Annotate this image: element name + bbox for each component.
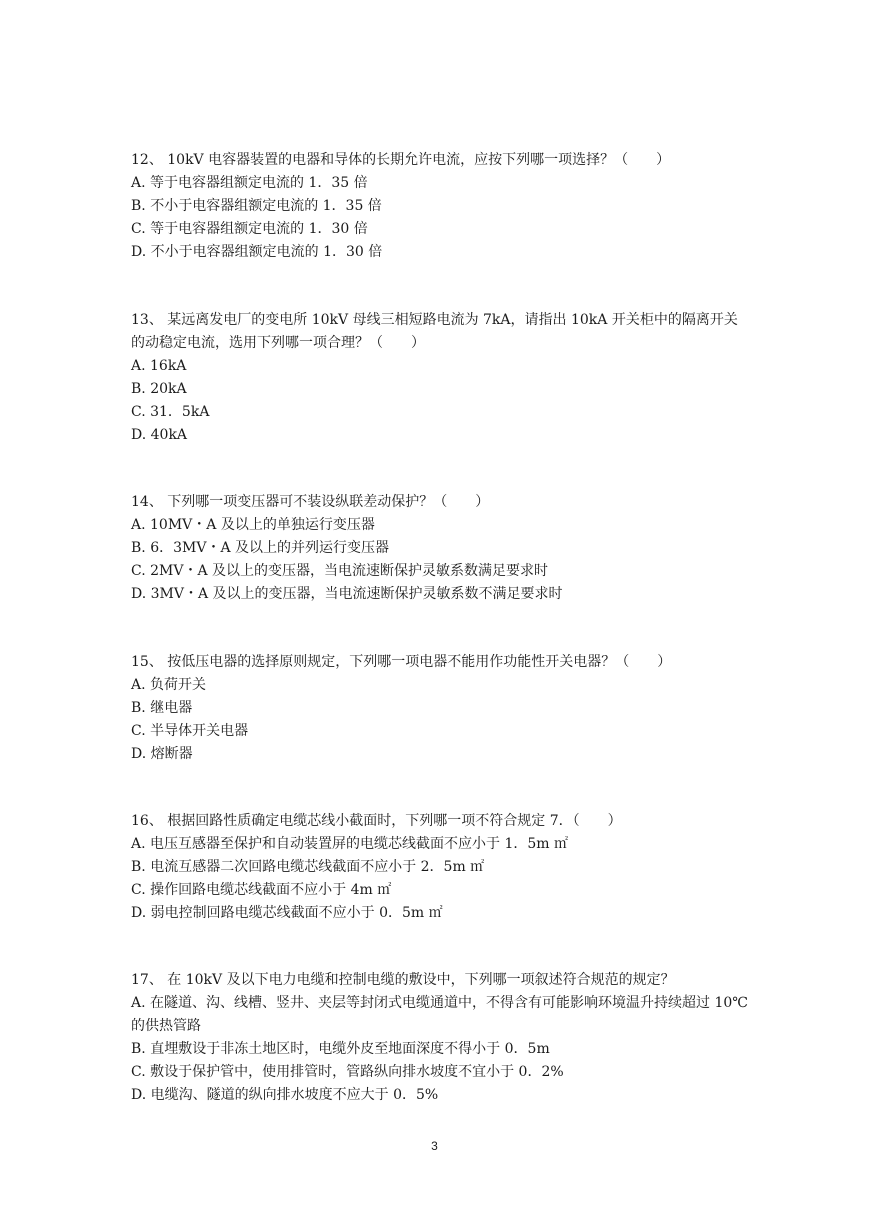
option-d: D. 弱电控制回路电缆芯线截面不应小于 0．5m ㎡ — [131, 905, 443, 921]
option-c: C. 敷设于保护管中，使用排管时，管路纵向排水坡度不宜小于 0．2% — [131, 1064, 564, 1080]
option-a: A. 在隧道、沟、线槽、竖井、夹层等封闭式电缆通道中，不得含有可能影响环境温升持续超过 10℃的供热管路 — [131, 995, 748, 1034]
option-c: C. 等于电容器组额定电流的 1．30 倍 — [131, 221, 368, 237]
option-a: A. 10MV・A 及以上的单独运行变压器 — [131, 517, 375, 533]
option-b: B. 6．3MV・A 及以上的并列运行变压器 — [131, 540, 390, 556]
question-stem: 17、 在 10kV 及以下电力电缆和控制电缆的敷设中，下列哪一项叙述符合规范的规定？ — [131, 972, 675, 988]
option-a: A. 负荷开关 — [131, 677, 207, 693]
option-b: B. 继电器 — [131, 700, 193, 716]
option-d: D. 40kA — [131, 427, 188, 443]
question-stem: 14、 下列哪一项变压器可不装设纵联差动保护？（ ） — [131, 494, 490, 510]
option-b: B. 直埋敷设于非冻土地区时，电缆外皮至地面深度不得小于 0．5m — [131, 1041, 550, 1057]
question-16 — [131, 810, 751, 925]
option-b: B. 电流互感器二次回路电缆芯线截面不应小于 2．5m ㎡ — [131, 859, 485, 875]
page-number: 3 — [431, 1139, 438, 1153]
question-14 — [131, 491, 751, 606]
option-d: D. 3MV・A 及以上的变压器，当电流速断保护灵敏系数不满足要求时 — [131, 586, 563, 602]
option-d: D. 电缆沟、隧道的纵向排水坡度不应大于 0．5% — [131, 1087, 439, 1103]
question-stem: 15、 按低压电器的选择原则规定，下列哪一项电器不能用作功能性开关电器？（ ） — [131, 654, 672, 670]
option-c: C. 操作回路电缆芯线截面不应小于 4m ㎡ — [131, 882, 392, 898]
option-b: B. 不小于电容器组额定电流的 1．35 倍 — [131, 198, 382, 214]
option-a: A. 等于电容器组额定电流的 1．35 倍 — [131, 175, 368, 191]
option-c: C. 半导体开关电器 — [131, 723, 249, 739]
question-15 — [131, 651, 751, 766]
option-b: B. 20kA — [131, 381, 187, 397]
question-13 — [131, 309, 751, 447]
question-stem: 16、 根据回路性质确定电缆芯线小截面时，下列哪一项不符合规定 7．（ ） — [131, 813, 622, 829]
option-d: D. 熔断器 — [131, 746, 193, 762]
question-17 — [131, 969, 751, 1107]
option-c: C. 2MV・A 及以上的变压器，当电流速断保护灵敏系数满足要求时 — [131, 563, 549, 579]
option-c: C. 31．5kA — [131, 404, 210, 420]
question-stem: 12、 10kV 电容器装置的电器和导体的长期允许电流，应按下列哪一项选择？（ ） — [131, 152, 671, 168]
option-d: D. 不小于电容器组额定电流的 1．30 倍 — [131, 244, 383, 260]
question-stem: 13、 某远离发电厂的变电所 10kV 母线三相短路电流为 7kA，请指出 10kA 开关柜中的隔离开关的动稳定电流，选用下列哪一项合理？（ ） — [131, 312, 738, 351]
option-a: A. 16kA — [131, 358, 187, 374]
option-a: A. 电压互感器至保护和自动装置屏的电缆芯线截面不应小于 1．5m ㎡ — [131, 836, 568, 852]
question-12 — [131, 149, 751, 264]
